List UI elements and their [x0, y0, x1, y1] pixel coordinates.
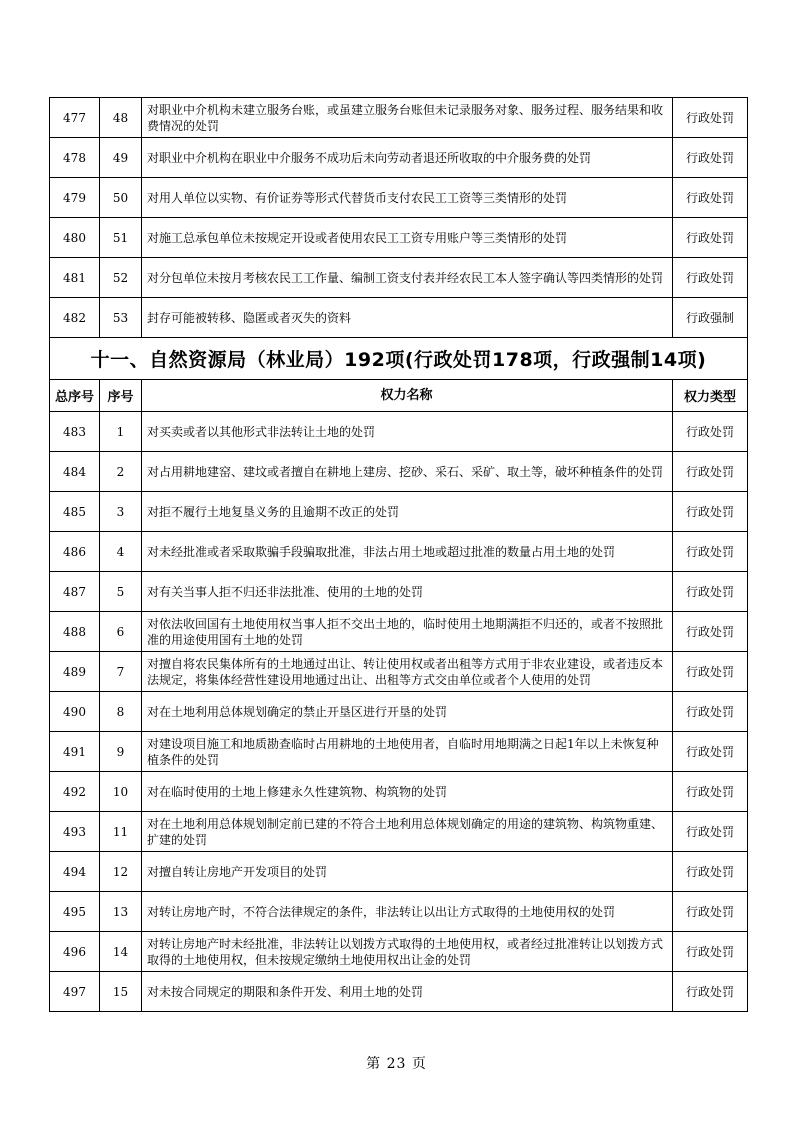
sequence-number-cell: 51: [100, 218, 142, 258]
table-row: [50, 452, 748, 492]
power-name-cell: [142, 852, 673, 892]
section-block: [50, 338, 748, 412]
sequence-number-cell: 13: [100, 892, 142, 932]
power-name-text: 对拒不履行土地复垦义务的且逾期不改正的处罚: [147, 504, 400, 519]
total-number-cell: 489: [50, 652, 100, 692]
sequence-number-cell: 52: [100, 258, 142, 298]
sequence-number-cell: 49: [100, 138, 142, 178]
power-name-text: 对转让房地产时，不符合法律规定的条件，非法转让以出让方式取得的土地使用权的处罚: [147, 904, 616, 919]
total-number-cell: 484: [50, 452, 100, 492]
power-name-text: 对在土地利用总体规划确定的禁止开垦区进行开垦的处罚: [147, 704, 448, 719]
header-power-name: 权力名称: [142, 380, 673, 412]
table-row: [50, 612, 748, 652]
total-number-cell: 488: [50, 612, 100, 652]
total-number-cell: 485: [50, 492, 100, 532]
power-type-cell: 行政处罚: [673, 532, 748, 572]
power-name-cell: [142, 612, 673, 652]
total-number-cell: 487: [50, 572, 100, 612]
power-name-text: 对占用耕地建窑、建坟或者擅自在耕地上建房、挖砂、采石、采矿、取土等，破坏种植条件的处罚: [147, 464, 664, 479]
total-number-cell: 497: [50, 972, 100, 1012]
power-name-cell: [142, 412, 673, 452]
header-total-number: 总序号: [50, 380, 100, 412]
power-type-cell: 行政处罚: [673, 852, 748, 892]
table-row: [50, 412, 748, 452]
sequence-number-cell: 10: [100, 772, 142, 812]
sequence-number-cell: 4: [100, 532, 142, 572]
total-number-cell: 479: [50, 178, 100, 218]
power-name-cell: [142, 138, 673, 178]
power-name-text: 对转让房地产时未经批准，非法转让以划拨方式取得的土地使用权，或者经过批准转让以划拨方式取得的土地使用权，但未按规定缴纳土地使用权出让金的处罚: [147, 936, 664, 967]
table-row: [50, 972, 748, 1012]
total-number-cell: 494: [50, 852, 100, 892]
power-type-cell: 行政处罚: [673, 612, 748, 652]
table-row: [50, 652, 748, 692]
power-name-text: 对擅自转让房地产开发项目的处罚: [147, 864, 328, 879]
sequence-number-cell: 6: [100, 612, 142, 652]
sequence-number-cell: 1: [100, 412, 142, 452]
power-name-cell: [142, 932, 673, 972]
table-row: [50, 892, 748, 932]
table-header-row: [50, 380, 748, 412]
sequence-number-cell: 5: [100, 572, 142, 612]
sequence-number-cell: 3: [100, 492, 142, 532]
power-type-cell: 行政强制: [673, 298, 748, 338]
table-row: [50, 178, 748, 218]
table-row: [50, 98, 748, 138]
power-type-cell: 行政处罚: [673, 932, 748, 972]
power-name-cell: [142, 532, 673, 572]
power-name-cell: [142, 218, 673, 258]
table-row: [50, 812, 748, 852]
power-type-cell: 行政处罚: [673, 98, 748, 138]
section-title-row: [50, 338, 748, 380]
total-number-cell: 483: [50, 412, 100, 452]
power-name-cell: [142, 972, 673, 1012]
table-row: [50, 852, 748, 892]
power-name-text: 对职业中介机构未建立服务台账，或虽建立服务台账但未记录服务对象、服务过程、服务结果和收费情况的处罚: [147, 102, 664, 133]
table-row: [50, 298, 748, 338]
total-number-cell: 496: [50, 932, 100, 972]
sequence-number-cell: 48: [100, 98, 142, 138]
power-name-cell: [142, 492, 673, 532]
power-type-cell: 行政处罚: [673, 218, 748, 258]
power-type-cell: 行政处罚: [673, 572, 748, 612]
power-name-text: 对职业中介机构在职业中介服务不成功后未向劳动者退还所收取的中介服务费的处罚: [147, 150, 592, 165]
power-name-cell: [142, 572, 673, 612]
power-name-cell: [142, 692, 673, 732]
sequence-number-cell: 14: [100, 932, 142, 972]
page-number: 第 23 页: [366, 1056, 427, 1072]
powers-table: [49, 97, 748, 1012]
table-row: [50, 138, 748, 178]
total-number-cell: 477: [50, 98, 100, 138]
power-name-text: 封存可能被转移、隐匿或者灭失的资料: [147, 310, 352, 325]
section-title: 十一、自然资源局（林业局）192项(行政处罚178项，行政强制14项): [50, 338, 748, 380]
total-number-cell: 492: [50, 772, 100, 812]
power-name-text: 对用人单位以实物、有价证券等形式代替货币支付农民工工资等三类情形的处罚: [147, 190, 568, 205]
power-name-text: 对依法收回国有土地使用权当事人拒不交出土地的，临时使用土地期满拒不归还的，或者不按照批准的用途使用国有土地的处罚: [147, 616, 664, 647]
power-name-cell: [142, 178, 673, 218]
header-sequence-number: 序号: [100, 380, 142, 412]
table-row: [50, 492, 748, 532]
total-number-cell: 478: [50, 138, 100, 178]
power-name-text: 对在土地利用总体规划制定前已建的不符合土地利用总体规划确定的用途的建筑物、构筑物重建、扩建的处罚: [147, 816, 664, 847]
table-row: [50, 572, 748, 612]
power-name-cell: [142, 452, 673, 492]
power-name-cell: [142, 892, 673, 932]
table-row: [50, 732, 748, 772]
power-name-text: 对未按合同规定的期限和条件开发、利用土地的处罚: [147, 984, 424, 999]
table-body-top: [50, 98, 748, 338]
table-body-main: [50, 412, 748, 1012]
power-type-cell: 行政处罚: [673, 892, 748, 932]
power-name-text: 对施工总承包单位未按规定开设或者使用农民工工资专用账户等三类情形的处罚: [147, 230, 568, 245]
sequence-number-cell: 53: [100, 298, 142, 338]
total-number-cell: 482: [50, 298, 100, 338]
power-name-cell: [142, 772, 673, 812]
sequence-number-cell: 12: [100, 852, 142, 892]
total-number-cell: 481: [50, 258, 100, 298]
power-name-text: 对有关当事人拒不归还非法批准、使用的土地的处罚: [147, 584, 424, 599]
power-name-text: 对建设项目施工和地质勘查临时占用耕地的土地使用者，自临时用地期满之日起1年以上未恢复种植条件的处罚: [147, 736, 659, 767]
power-type-cell: 行政处罚: [673, 772, 748, 812]
power-type-cell: 行政处罚: [673, 412, 748, 452]
power-name-text: 对未经批准或者采取欺骗手段骗取批准，非法占用土地或超过批准的数量占用土地的处罚: [147, 544, 616, 559]
power-type-cell: 行政处罚: [673, 492, 748, 532]
total-number-cell: 480: [50, 218, 100, 258]
power-type-cell: 行政处罚: [673, 652, 748, 692]
table-row: [50, 932, 748, 972]
total-number-cell: 495: [50, 892, 100, 932]
power-name-cell: [142, 732, 673, 772]
sequence-number-cell: 11: [100, 812, 142, 852]
sequence-number-cell: 2: [100, 452, 142, 492]
power-name-cell: [142, 812, 673, 852]
power-type-cell: 行政处罚: [673, 452, 748, 492]
total-number-cell: 486: [50, 532, 100, 572]
power-type-cell: 行政处罚: [673, 692, 748, 732]
power-name-cell: [142, 298, 673, 338]
total-number-cell: 491: [50, 732, 100, 772]
power-name-cell: [142, 652, 673, 692]
power-type-cell: 行政处罚: [673, 732, 748, 772]
power-type-cell: 行政处罚: [673, 812, 748, 852]
header-power-type: 权力类型: [673, 380, 748, 412]
sequence-number-cell: 7: [100, 652, 142, 692]
power-name-text: 对分包单位未按月考核农民工工作量、编制工资支付表并经农民工本人签字确认等四类情形的处罚: [147, 270, 664, 285]
table-row: [50, 532, 748, 572]
total-number-cell: 490: [50, 692, 100, 732]
power-type-cell: 行政处罚: [673, 138, 748, 178]
power-type-cell: 行政处罚: [673, 178, 748, 218]
power-name-text: 对擅自将农民集体所有的土地通过出让、转让使用权或者出租等方式用于非农业建设，或者违反本法规定，将集体经营性建设用地通过出让、出租等方式交由单位或者个人使用的处罚: [147, 656, 664, 687]
table-row: [50, 692, 748, 732]
table-row: [50, 772, 748, 812]
power-name-cell: [142, 258, 673, 298]
sequence-number-cell: 50: [100, 178, 142, 218]
sequence-number-cell: 9: [100, 732, 142, 772]
power-name-cell: [142, 98, 673, 138]
table-row: [50, 218, 748, 258]
sequence-number-cell: 15: [100, 972, 142, 1012]
sequence-number-cell: 8: [100, 692, 142, 732]
total-number-cell: 493: [50, 812, 100, 852]
power-type-cell: 行政处罚: [673, 972, 748, 1012]
table-row: [50, 258, 748, 298]
power-type-cell: 行政处罚: [673, 258, 748, 298]
power-name-text: 对在临时使用的土地上修建永久性建筑物、构筑物的处罚: [147, 784, 448, 799]
power-name-text: 对买卖或者以其他形式非法转让土地的处罚: [147, 424, 376, 439]
